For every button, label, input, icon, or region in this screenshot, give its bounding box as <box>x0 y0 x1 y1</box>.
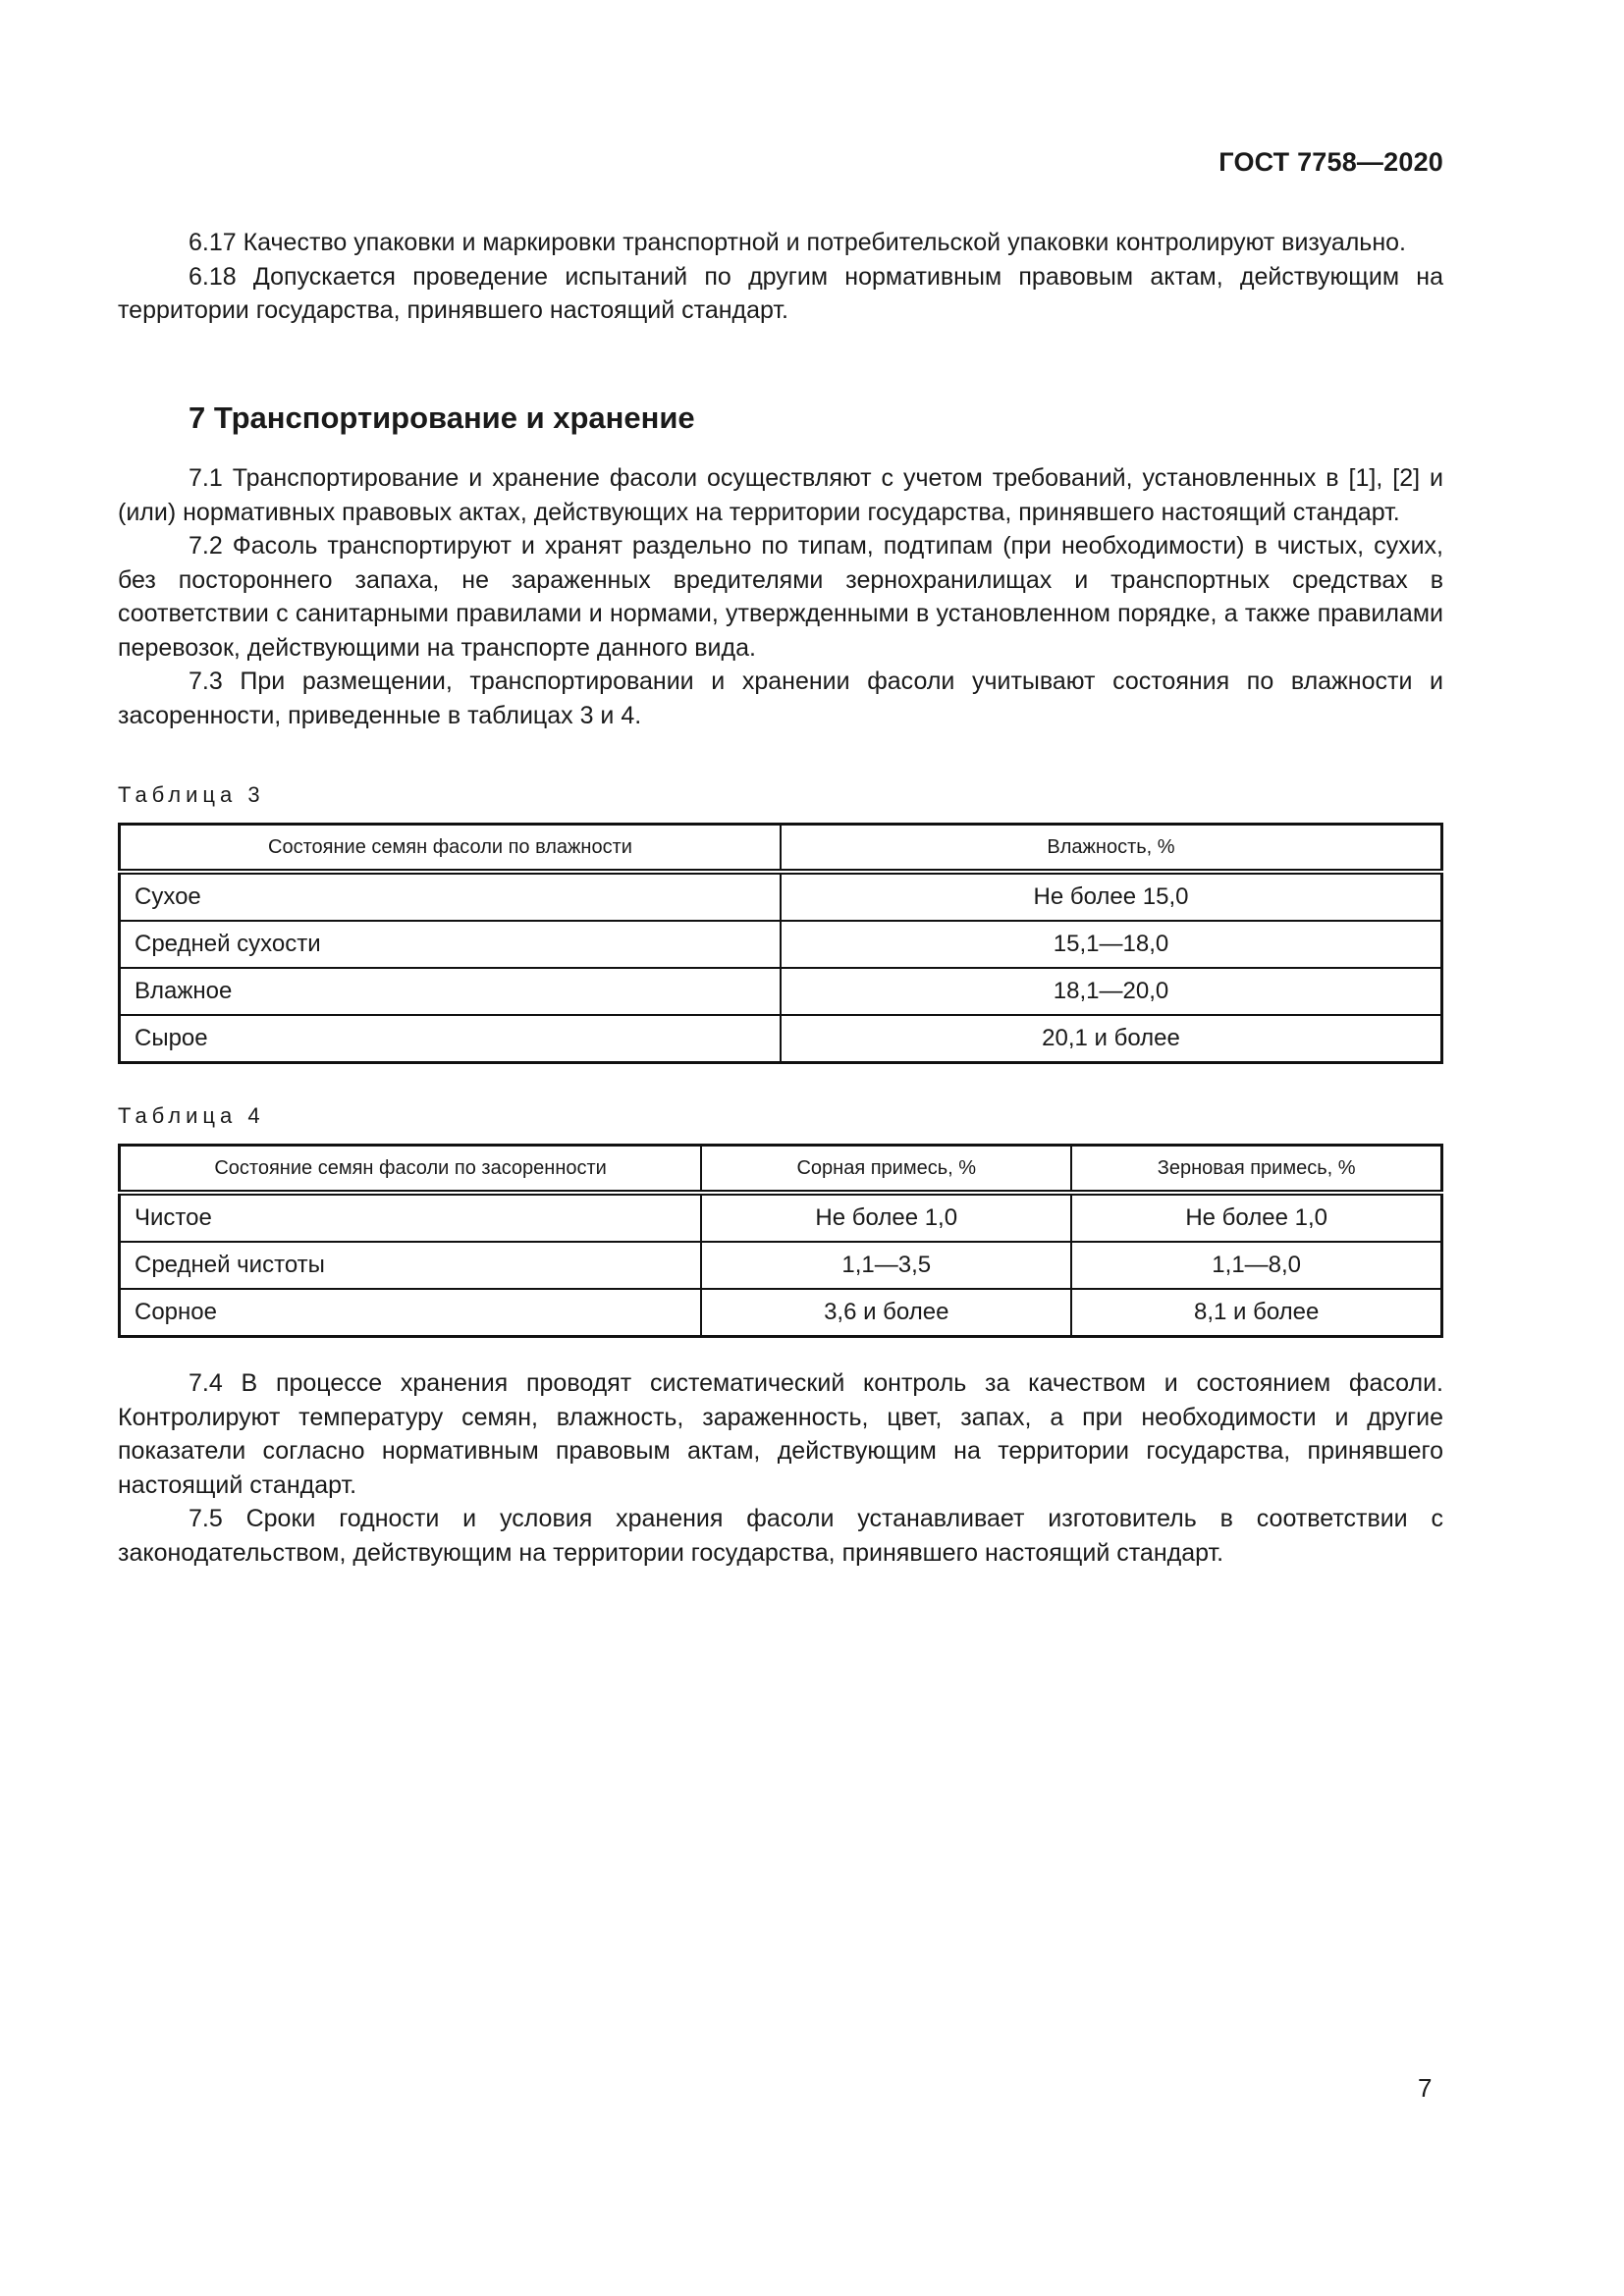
table-header-row <box>120 825 1442 873</box>
table-cell: Средней сухости <box>120 921 782 968</box>
paragraph-6-17: 6.17 Качество упаковки и маркировки транспортной и потребительской упаковки контролируют визуально. <box>189 229 1406 256</box>
paragraphs-6-17-6-18 <box>118 226 1443 328</box>
table-cell: Чистое <box>120 1193 702 1242</box>
section-title: 7 Транспортирование и хранение <box>189 400 695 435</box>
table-cell: 1,1—3,5 <box>701 1242 1071 1289</box>
table-3-caption: Таблица 3 <box>118 782 265 807</box>
paragraph-7-2: 7.2 Фасоль транспортируют и хранят раздельно по типам, подтипам (при необходимости) в чистых, сухих, без постороннего запаха, не зараженных вредителями зернохранилищах и транспортных средствах в соответствии с санитарными правилами и нормами, утвержденными в установленном порядке, а также правилами перевозок, действующими на транспорте данного вида. <box>118 532 1443 662</box>
page-number: 7 <box>1418 2073 1433 2103</box>
table-row <box>120 968 1442 1015</box>
paragraph-7-3: 7.3 При размещении, транспортировании и хранении фасоли учитывают состояния по влажности и засоренности, приведенные в таблицах 3 и 4. <box>118 667 1443 729</box>
table-row <box>120 1193 1442 1242</box>
table-4-contamination <box>118 1144 1443 1338</box>
table-cell: Сорное <box>120 1289 702 1337</box>
table-cell: 15,1—18,0 <box>781 921 1442 968</box>
paragraphs-7-1-7-3 <box>118 461 1443 732</box>
table-cell: 1,1—8,0 <box>1071 1242 1441 1289</box>
table-row <box>120 1289 1442 1337</box>
table-header-cell: Зерновая примесь, % <box>1071 1146 1441 1194</box>
table-cell: 20,1 и более <box>781 1015 1442 1063</box>
table-row <box>120 1015 1442 1063</box>
table-3-moisture <box>118 823 1443 1064</box>
table-cell: Не более 1,0 <box>1071 1193 1441 1242</box>
paragraph-6-18: 6.18 Допускается проведение испытаний по другим нормативным правовым актам, действующим на территории государства, принявшего настоящий стандарт. <box>118 262 1443 324</box>
table-cell: 3,6 и более <box>701 1289 1071 1337</box>
paragraph-7-1: 7.1 Транспортирование и хранение фасоли осуществляют с учетом требований, установленных в [1], [2] и (или) нормативных правовых актах, действующих на территории государства, принявшего настоящий стандарт. <box>118 464 1443 526</box>
table-header-row <box>120 1146 1442 1194</box>
table-header-cell: Влажность, % <box>781 825 1442 873</box>
paragraph-7-5: 7.5 Сроки годности и условия хранения фасоли устанавливает изготовитель в соответствии с законодательством, действующим на территории государства, принявшего настоящий стандарт. <box>118 1505 1443 1567</box>
table-cell: Влажное <box>120 968 782 1015</box>
table-row <box>120 921 1442 968</box>
table-cell: Не более 15,0 <box>781 872 1442 921</box>
document-code-header: ГОСТ 7758—2020 <box>1218 147 1443 177</box>
table-header-cell: Сорная примесь, % <box>701 1146 1071 1194</box>
table-cell: Не более 1,0 <box>701 1193 1071 1242</box>
paragraph-7-4: 7.4 В процессе хранения проводят систематический контроль за качеством и состоянием фасоли. Контролируют температуру семян, влажность, зараженность, цвет, запах, а при необходимости и другие показатели согласно нормативным правовым актам, действующим на территории государства, принявшего настоящий стандарт. <box>118 1369 1443 1499</box>
table-cell: 8,1 и более <box>1071 1289 1441 1337</box>
table-cell: Сухое <box>120 872 782 921</box>
table-cell: Средней чистоты <box>120 1242 702 1289</box>
table-4-caption: Таблица 4 <box>118 1103 265 1128</box>
table-cell: 18,1—20,0 <box>781 968 1442 1015</box>
table-header-cell: Состояние семян фасоли по засоренности <box>120 1146 702 1194</box>
table-row <box>120 872 1442 921</box>
paragraphs-7-4-7-5 <box>118 1366 1443 1570</box>
table-header-cell: Состояние семян фасоли по влажности <box>120 825 782 873</box>
table-row <box>120 1242 1442 1289</box>
table-cell: Сырое <box>120 1015 782 1063</box>
